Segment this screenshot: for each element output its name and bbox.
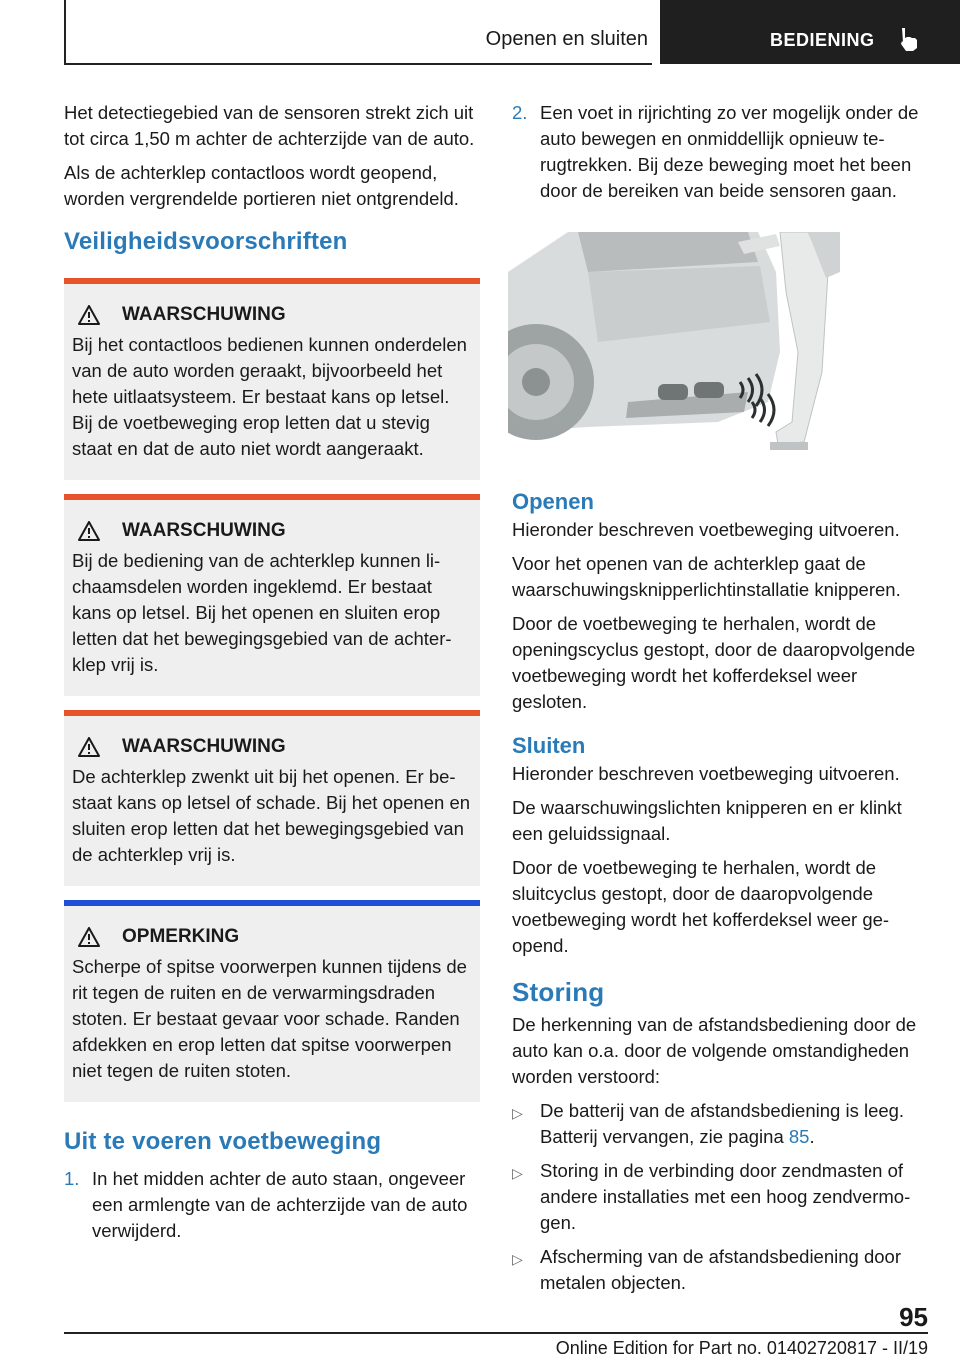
intro-paragraph-2: Als de achterklep contactloos wordt geopend, worden vergrendelde portieren niet ontgrendeld. xyxy=(64,162,459,209)
close-heading: Sluiten xyxy=(512,733,586,758)
open-heading: Openen xyxy=(512,489,594,514)
safety-heading: Veiligheidsvoorschriften xyxy=(64,228,348,255)
warning-bar xyxy=(64,278,480,284)
bullet-triangle-icon: ▷ xyxy=(512,1251,523,1267)
warning-title xyxy=(72,304,472,326)
warning-triangle-icon xyxy=(78,927,100,947)
header-section-title: Openen en sluiten xyxy=(485,28,648,50)
motion-heading: Uit te voeren voetbeweging xyxy=(64,1128,382,1155)
warning-triangle-icon xyxy=(78,521,100,541)
steps-list-continued xyxy=(512,100,928,204)
bullet-text: Storing in de verbinding door zendmasten of andere installaties met een hoog zendvermogen. xyxy=(540,1160,911,1233)
right-column xyxy=(512,100,928,1304)
list-item xyxy=(512,1098,928,1150)
warning-bar xyxy=(64,494,480,500)
warning-bar xyxy=(64,710,480,716)
header-rule-vertical xyxy=(64,0,66,64)
warning-title xyxy=(72,520,472,542)
page-number: 95 xyxy=(899,1302,928,1332)
note-text: Scherpe of spitse voorwerpen kunnen tijdens de rit tegen de ruiten en de verwarmingsdraden stoten. Er bestaat gevaar voor schade. Randen afdekken en erop letten dat spitse voorwerpen niet tegen de ruiten stoten. xyxy=(72,956,467,1081)
header-chapter-label: BEDIENING xyxy=(770,30,875,50)
close-paragraph-3: Door de voetbeweging te herhalen, wordt de sluitcyclus gestopt, door de daaropvolgende voetbeweging wordt het kofferdeksel weer geopend. xyxy=(512,857,890,956)
note-bar xyxy=(64,900,480,906)
fault-paragraph: De herkenning van de afstandsbediening door de auto kan o.a. door de volgende omstandigheden worden verstoord: xyxy=(512,1014,917,1087)
step-text: In het midden achter de auto staan, ongeveer een armlengte van de achterzijde van de auto verwijderd. xyxy=(92,1168,468,1241)
steps-list xyxy=(64,1166,480,1244)
warning-title-text: WAARSCHUWING xyxy=(122,736,286,757)
foot-gesture-illustration xyxy=(508,232,840,452)
warning-title xyxy=(72,736,472,758)
bullet-text: Afscherming van de afstandsbediening door metalen objecten. xyxy=(540,1246,901,1293)
fault-list xyxy=(512,1098,928,1296)
warning-title-text: WAARSCHUWING xyxy=(122,520,286,541)
page-link[interactable]: 85 xyxy=(788,1126,810,1147)
list-item xyxy=(512,1244,928,1296)
fault-heading: Storing xyxy=(512,977,605,1007)
bullet-text: De batterij van de afstandsbediening is leeg. Batterij vervangen, zie pagina 85. xyxy=(540,1100,905,1147)
step-text: Een voet in rijrichting zo ver mogelijk onder de auto bewegen en onmiddellijk opnieuw terugtrekken. Bij deze beweging moet het been door de bereiken van beide sensoren gaan. xyxy=(540,102,919,201)
step-number: 1. xyxy=(64,1168,80,1189)
note-title-text: OPMERKING xyxy=(122,926,240,947)
open-paragraph-1: Hieronder beschreven voetbeweging uitvoeren. xyxy=(512,519,900,540)
warning-box-3 xyxy=(64,710,480,886)
warning-box-2 xyxy=(64,494,480,696)
warning-text: Bij de bediening van de achterklep kunnen lichaamsdelen worden ingeklemd. Er bestaat kans op letsel. Bij het openen en sluiten erop letten dat het bewegingsgebied van de achterklep vrij is. xyxy=(72,550,452,675)
warning-box-1 xyxy=(64,278,480,480)
list-item xyxy=(512,100,928,204)
note-box xyxy=(64,900,480,1102)
bullet-triangle-icon: ▷ xyxy=(512,1105,523,1121)
close-paragraph-2: De waarschuwingslichten knipperen en er klinkt een geluidssignaal. xyxy=(512,797,902,844)
header-rule-horizontal xyxy=(64,63,652,65)
close-paragraph-1: Hieronder beschreven voetbeweging uitvoeren. xyxy=(512,763,900,784)
open-paragraph-2: Voor het openen van de achterklep gaat de waarschuwingsknipperlichtinstallatie knipperen. xyxy=(512,553,901,600)
footer-edition: Online Edition for Part no. 01402720817 - II/19 xyxy=(555,1338,928,1358)
warning-text: Bij het contactloos bedienen kunnen onderdelen van de auto worden geraakt, bijvoorbeeld het hete uitlaatsysteem. Er bestaat kans op letsel. Bij de voetbeweging erop letten dat u stevig staat en dat de auto niet wordt aangeraakt. xyxy=(72,334,467,459)
intro-paragraph-1: Het detectiegebied van de sensoren strekt zich uit tot circa 1,50 m achter de achterzijde van de auto. xyxy=(64,102,475,149)
list-item xyxy=(512,1158,928,1236)
warning-triangle-icon xyxy=(78,305,100,325)
left-column xyxy=(64,100,480,1250)
bullet-triangle-icon: ▷ xyxy=(512,1165,523,1181)
note-title xyxy=(72,926,472,948)
warning-title-text: WAARSCHUWING xyxy=(122,304,286,325)
hand-pointer-icon xyxy=(896,26,922,52)
warning-text: De achterklep zwenkt uit bij het openen. Er bestaat kans op letsel of schade. Bij het openen en sluiten erop letten dat het bewegingsgebied van de achterklep vrij is. xyxy=(72,766,471,865)
warning-triangle-icon xyxy=(78,737,100,757)
step-number: 2. xyxy=(512,102,528,123)
footer-rule xyxy=(64,1332,928,1334)
list-item xyxy=(64,1166,480,1244)
open-paragraph-3: Door de voetbeweging te herhalen, wordt de openingscyclus gestopt, door de daaropvolgende voetbeweging wordt het kofferdeksel weer gesloten. xyxy=(512,613,916,712)
